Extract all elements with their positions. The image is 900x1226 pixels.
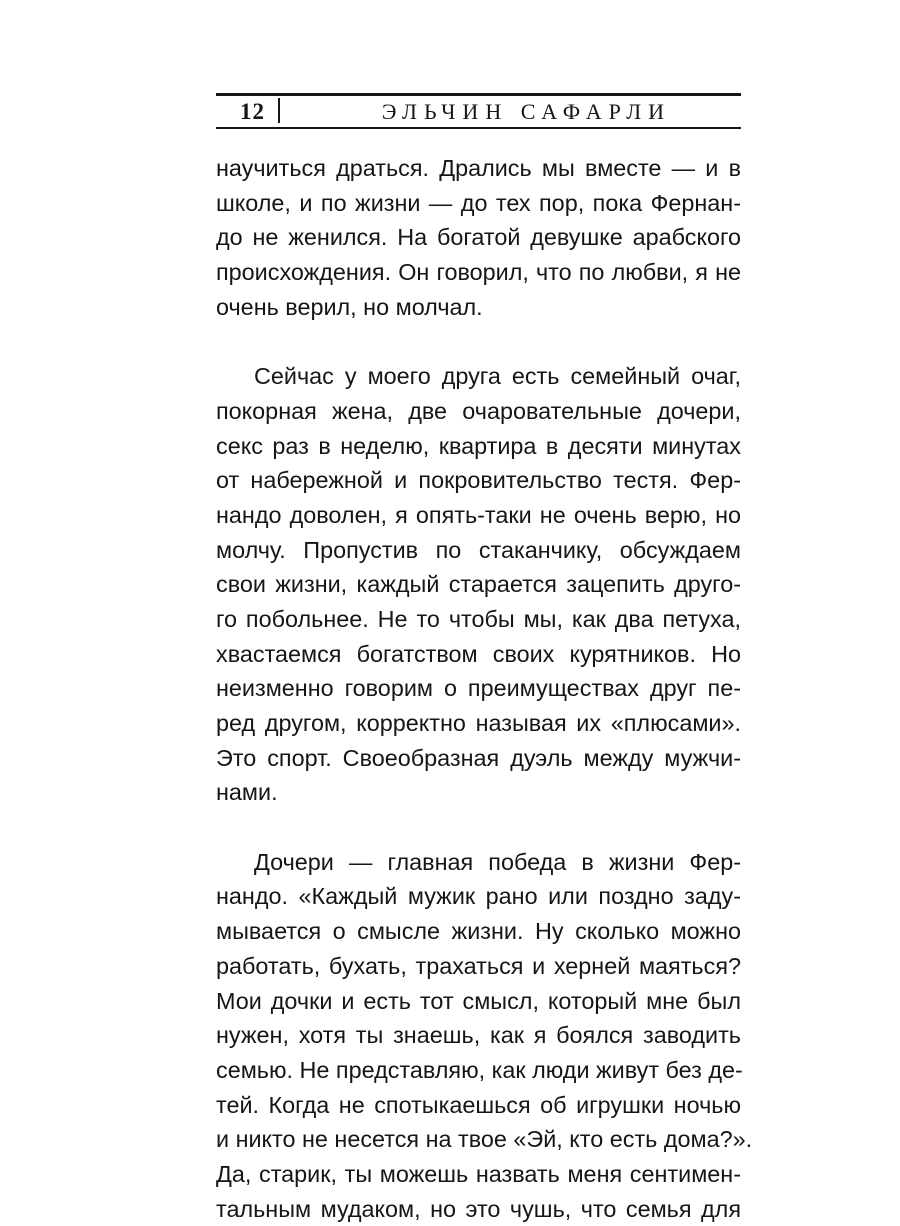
text-line: неизменно говорим о преимуществах друг пе- [216, 675, 741, 702]
text-line: от набережной и покровительство тестя. Фер- [216, 467, 741, 494]
text-line: Это спорт. Своеобразная дуэль между мужчи- [216, 744, 741, 771]
text-line: нужен, хотя ты знаешь, как я боялся заводить [216, 1022, 741, 1049]
text-line: свои жизни, каждый старается зацепить друго- [216, 571, 741, 598]
text-line: Да, старик, ты можешь назвать меня сентимен- [216, 1160, 741, 1187]
text-line: семью. Не представляю, как люди живут без де- [216, 1056, 743, 1083]
page-number: 12 [240, 99, 265, 124]
text-line: Мои дочки и есть тот смысл, который мне был [216, 987, 741, 1014]
text-line: секс раз в неделю, квартира в десяти минутах [216, 432, 741, 459]
text-line: ред другом, корректно называя их «плюсами». [216, 710, 741, 736]
text-line: тей. Когда не спотыкаешься об игрушки ночью [216, 1091, 741, 1118]
text-line: хвастаемся богатством своих курятников. Но [216, 640, 741, 667]
text-line: нами. [216, 779, 278, 806]
text-line: молчу. Пропустив по стаканчику, обсуждаем [216, 536, 741, 563]
text-line: и никто не несется на твое «Эй, кто есть дома?». [216, 1126, 753, 1153]
text-line: мывается о смысле жизни. Ну сколько можно [216, 918, 741, 945]
paragraph [216, 359, 741, 810]
running-title: ЭЛЬЧИН САФАРЛИ [381, 99, 672, 124]
text-line: Сейчас у моего друга есть семейный очаг, [254, 363, 741, 390]
text-line: тальным мудаком, но это чушь, что семья для [216, 1195, 741, 1222]
text-line: Дочери — главная победа в жизни Фер- [254, 848, 741, 875]
text-line: работать, бухать, трахаться и херней маяться? [216, 952, 741, 979]
text-line: нандо доволен, я опять-таки не очень верю, но [216, 501, 741, 528]
text-line: очень верил, но молчал. [216, 293, 483, 320]
text-line: покорная жена, две очаровательные дочери, [216, 397, 741, 424]
text-line: до не женился. На богатой девушке арабского [216, 224, 741, 251]
text-line: происхождения. Он говорил, что по любви, я не [216, 259, 741, 286]
header-separator [278, 98, 280, 123]
paragraph [216, 845, 753, 1226]
paragraph-gap [216, 810, 741, 845]
text-line: научиться драться. Дрались мы вместе — и в [216, 155, 741, 181]
text-line: го побольнее. Не то чтобы мы, как два петуха, [216, 605, 741, 632]
text-line: нандо. «Каждый мужик рано или поздно заду- [216, 883, 741, 910]
header-rule-bottom [216, 127, 741, 129]
page-body [216, 151, 753, 1226]
running-header [216, 96, 741, 127]
text-line: школе, и по жизни — до тех пор, пока Фернан- [216, 189, 741, 216]
paragraph [216, 151, 741, 324]
paragraph-gap [216, 324, 741, 359]
